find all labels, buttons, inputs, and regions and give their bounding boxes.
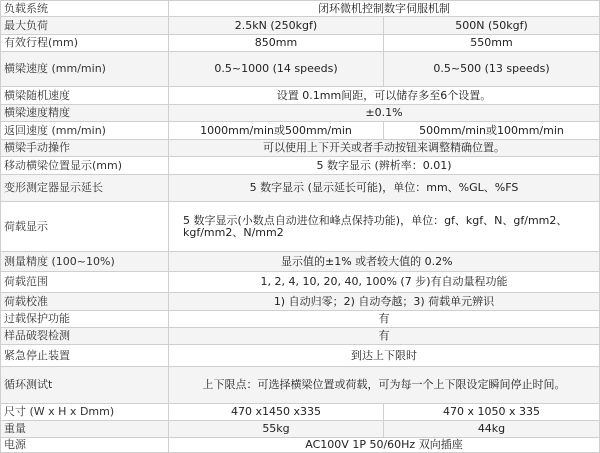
spec-label: 紧急停止装置 — [1, 345, 169, 367]
spec-label: 样品破裂检测 — [1, 328, 169, 345]
spec-label: 变形测定器显示延长 — [1, 175, 169, 202]
spec-value: 5 数字显示 (辨析率：0.01) — [169, 157, 600, 175]
spec-label: 横梁随机速度 — [1, 87, 169, 105]
spec-value: 显示值的±1% 或者较大值的 0.2% — [169, 252, 600, 272]
spec-row — [1, 35, 600, 52]
spec-label: 荷载校准 — [1, 293, 169, 311]
spec-value: ±0.1% — [169, 105, 600, 122]
spec-value: 有 — [169, 328, 600, 345]
spec-label: 返回速度 (mm/min) — [1, 122, 169, 140]
spec-value: 1, 2, 4, 10, 20, 40, 100% (7 步)有自动量程功能 — [169, 272, 600, 293]
spec-value: 闭环微机控制数字伺服机制 — [169, 1, 600, 17]
spec-value: 5 数字显示(小数点自动进位和峰点保持功能)，单位：gf、kgf、N、gf/mm2、kgf/mm2、N/mm2 — [169, 202, 600, 252]
spec-value: 550mm — [384, 35, 600, 52]
spec-value: 1000mm/min或500mm/min — [169, 122, 384, 140]
spec-label: 负载系统 — [1, 1, 169, 17]
spec-row — [1, 252, 600, 272]
spec-row — [1, 17, 600, 35]
spec-label: 横梁手动操作 — [1, 140, 169, 157]
spec-value: 上下限点：可选择横梁位置或荷载，可为每一个上下限设定瞬间停止时间。 — [169, 367, 600, 404]
spec-row — [1, 140, 600, 157]
spec-label: 荷载范围 — [1, 272, 169, 293]
spec-label: 测量精度 (100~10%) — [1, 252, 169, 272]
spec-label: 荷载显示 — [1, 202, 169, 252]
spec-value: 5 数字显示 (显示延长可能)，单位：mm、%GL、%FS — [169, 175, 600, 202]
spec-label: 重量 — [1, 421, 169, 438]
spec-label: 电源 — [1, 438, 169, 453]
spec-row — [1, 272, 600, 293]
spec-row — [1, 52, 600, 87]
spec-row — [1, 105, 600, 122]
spec-value: 470 x1450 x335 — [169, 404, 384, 421]
spec-row — [1, 438, 600, 453]
spec-row — [1, 87, 600, 105]
spec-row — [1, 293, 600, 311]
spec-value: 有 — [169, 311, 600, 328]
spec-row — [1, 404, 600, 421]
spec-value: 0.5~1000 (14 speeds) — [169, 52, 384, 87]
spec-value: 500N (50kgf) — [384, 17, 600, 35]
spec-row — [1, 367, 600, 404]
spec-value: 0.5~500 (13 speeds) — [384, 52, 600, 87]
spec-label: 尺寸 (W x H x Dmm) — [1, 404, 169, 421]
spec-label: 最大负荷 — [1, 17, 169, 35]
spec-value: 到达上下限时 — [169, 345, 600, 367]
spec-row — [1, 202, 600, 252]
spec-row — [1, 175, 600, 202]
spec-value: 470 x 1050 x 335 — [384, 404, 600, 421]
spec-row — [1, 157, 600, 175]
spec-row — [1, 311, 600, 328]
spec-row — [1, 328, 600, 345]
spec-value: AC100V 1P 50/60Hz 双向插座 — [169, 438, 600, 453]
spec-label: 循环测试t — [1, 367, 169, 404]
spec-label: 横梁速度精度 — [1, 105, 169, 122]
spec-value: 500mm/min或100mm/min — [384, 122, 600, 140]
spec-table-body — [1, 1, 600, 453]
spec-row — [1, 1, 600, 17]
spec-value: 44kg — [384, 421, 600, 438]
spec-label: 有效行程(mm) — [1, 35, 169, 52]
spec-value: 2.5kN (250kgf) — [169, 17, 384, 35]
spec-value: 设置 0.1mm间距，可以储存多至6个设置。 — [169, 87, 600, 105]
spec-row — [1, 345, 600, 367]
spec-value: 55kg — [169, 421, 384, 438]
spec-value: 1) 自动归零；2) 自动夸越；3) 荷载单元辨识 — [169, 293, 600, 311]
spec-label: 横梁速度 (mm/min) — [1, 52, 169, 87]
spec-label: 过载保护功能 — [1, 311, 169, 328]
spec-label: 移动横梁位置显示(mm) — [1, 157, 169, 175]
spec-row — [1, 122, 600, 140]
spec-value: 可以使用上下开关或者手动按钮来调整精确位置。 — [169, 140, 600, 157]
spec-value: 850mm — [169, 35, 384, 52]
spec-row — [1, 421, 600, 438]
